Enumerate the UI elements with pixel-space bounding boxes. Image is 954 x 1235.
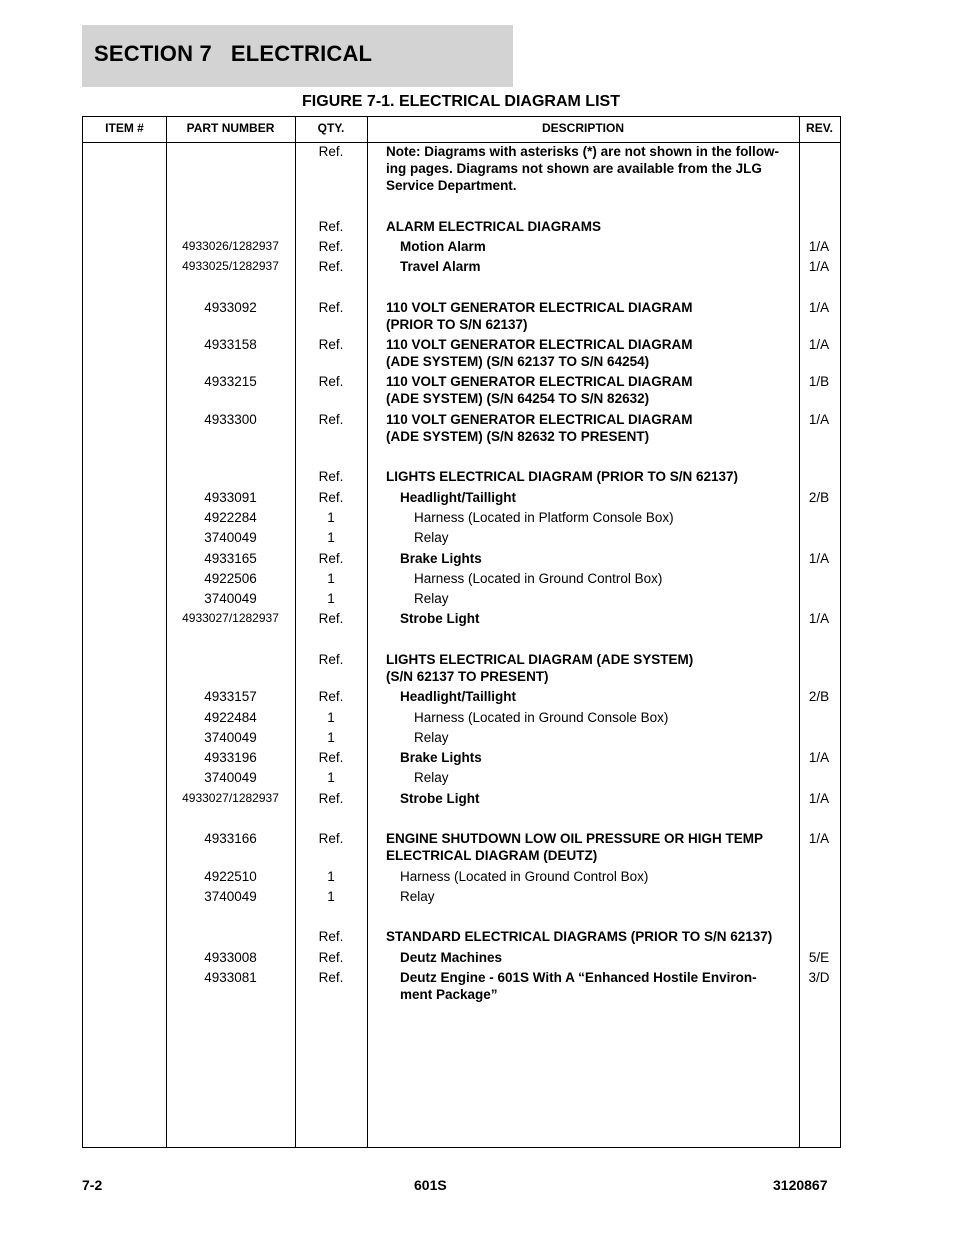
- description-cell: Strobe Light: [400, 791, 480, 806]
- description-cell: Relay: [414, 730, 449, 745]
- rev-cell: 5/E: [808, 950, 830, 965]
- description-cell: Travel Alarm: [400, 259, 481, 274]
- description-cell: Harness (Located in Ground Control Box): [400, 869, 649, 884]
- column-header-item: ITEM #: [105, 121, 144, 135]
- rev-cell: 1/B: [808, 374, 830, 389]
- description-cell: Brake Lights: [400, 551, 482, 566]
- column-header-rev: REV.: [806, 121, 833, 135]
- part-number-cell: 4933025/1282937: [182, 259, 279, 273]
- part-number-cell: 4933081: [204, 970, 257, 985]
- description-cell: Motion Alarm: [400, 239, 486, 254]
- qty-cell: Ref.: [318, 219, 344, 234]
- description-cell: STANDARD ELECTRICAL DIAGRAMS (PRIOR TO S/N 62137): [386, 929, 773, 944]
- qty-cell: Ref.: [318, 374, 344, 389]
- description-cell: Harness (Located in Ground Control Box): [414, 571, 663, 586]
- description-cell: Harness (Located in Ground Console Box): [414, 710, 669, 725]
- part-number-cell: 4933166: [204, 831, 257, 846]
- description-cell: Relay: [414, 530, 449, 545]
- qty-cell: 1: [327, 710, 335, 725]
- part-number-cell: 4933300: [204, 412, 257, 427]
- page-number: 7-2: [82, 1177, 103, 1193]
- part-number-cell: 3740049: [204, 530, 257, 545]
- qty-cell: 1: [327, 730, 335, 745]
- description-cell: Brake Lights: [400, 750, 482, 765]
- part-number-cell: 4933215: [204, 374, 257, 389]
- description-cell: ENGINE SHUTDOWN LOW OIL PRESSURE OR HIGH TEMP ELECTRICAL DIAGRAM (DEUTZ): [386, 831, 764, 863]
- qty-cell: Ref.: [318, 750, 344, 765]
- qty-cell: Ref.: [318, 929, 344, 944]
- part-number-cell: 4922510: [204, 869, 257, 884]
- part-number-cell: 4933027/1282937: [182, 611, 279, 625]
- qty-cell: Ref.: [318, 689, 344, 704]
- description-cell: 110 VOLT GENERATOR ELECTRICAL DIAGRAM (ADE SYSTEM) (S/N 62137 TO S/N 64254): [386, 337, 693, 369]
- description-cell: ALARM ELECTRICAL DIAGRAMS: [386, 219, 601, 234]
- qty-cell: 1: [327, 510, 335, 525]
- column-header-part-number: PART NUMBER: [186, 121, 275, 135]
- part-number-cell: 4922284: [204, 510, 257, 525]
- qty-cell: Ref.: [318, 337, 344, 352]
- column-header-qty: QTY.: [317, 121, 345, 135]
- description-cell: Strobe Light: [400, 611, 480, 626]
- qty-cell: Ref.: [318, 490, 344, 505]
- rev-cell: 1/A: [808, 750, 830, 765]
- section-banner: [82, 25, 513, 87]
- description-cell: Relay: [400, 889, 435, 904]
- qty-cell: Ref.: [318, 950, 344, 965]
- rev-cell: 1/A: [808, 412, 830, 427]
- part-number-cell: 4933091: [204, 490, 257, 505]
- qty-cell: Ref.: [318, 300, 344, 315]
- qty-cell: Ref.: [318, 791, 344, 806]
- qty-cell: 1: [327, 770, 335, 785]
- document-number: 3120867: [773, 1177, 828, 1193]
- rev-cell: 1/A: [808, 791, 830, 806]
- rev-cell: 1/A: [808, 831, 830, 846]
- qty-cell: 1: [327, 571, 335, 586]
- description-cell: Relay: [414, 591, 449, 606]
- qty-cell: Ref.: [318, 551, 344, 566]
- part-number-cell: 4933196: [204, 750, 257, 765]
- description-cell: Headlight/Taillight: [400, 490, 516, 505]
- description-cell: 110 VOLT GENERATOR ELECTRICAL DIAGRAM (PRIOR TO S/N 62137): [386, 300, 693, 332]
- qty-cell: Ref.: [318, 239, 344, 254]
- description-cell: 110 VOLT GENERATOR ELECTRICAL DIAGRAM (ADE SYSTEM) (S/N 64254 TO S/N 82632): [386, 374, 693, 406]
- part-number-cell: 3740049: [204, 770, 257, 785]
- rev-cell: 1/A: [808, 337, 830, 352]
- description-cell: Note: Diagrams with asterisks (*) are not shown in the follow- ing pages. Diagrams not shown are available from the JLG Service Department.: [386, 144, 780, 193]
- part-number-cell: 4933165: [204, 551, 257, 566]
- description-cell: LIGHTS ELECTRICAL DIAGRAM (PRIOR TO S/N 62137): [386, 469, 739, 484]
- qty-cell: Ref.: [318, 831, 344, 846]
- rev-cell: 3/D: [808, 970, 830, 985]
- description-cell: Harness (Located in Platform Console Box): [414, 510, 674, 525]
- rev-cell: 1/A: [808, 551, 830, 566]
- rev-cell: 1/A: [808, 259, 830, 274]
- qty-cell: 1: [327, 889, 335, 904]
- part-number-cell: 3740049: [204, 730, 257, 745]
- part-number-cell: 4933158: [204, 337, 257, 352]
- qty-cell: Ref.: [318, 611, 344, 626]
- part-number-cell: 4922484: [204, 710, 257, 725]
- part-number-cell: 3740049: [204, 889, 257, 904]
- figure-title: FIGURE 7-1. ELECTRICAL DIAGRAM LIST: [302, 93, 620, 110]
- part-number-cell: 4922506: [204, 571, 257, 586]
- part-number-cell: 4933008: [204, 950, 257, 965]
- qty-cell: 1: [327, 869, 335, 884]
- rev-cell: 2/B: [808, 490, 830, 505]
- qty-cell: Ref.: [318, 412, 344, 427]
- description-cell: 110 VOLT GENERATOR ELECTRICAL DIAGRAM (ADE SYSTEM) (S/N 82632 TO PRESENT): [386, 412, 693, 444]
- rev-cell: 1/A: [808, 300, 830, 315]
- qty-cell: Ref.: [318, 652, 344, 667]
- description-cell: Deutz Engine - 601S With A “Enhanced Hostile Environ- ment Package”: [400, 970, 757, 1002]
- part-number-cell: 4933092: [204, 300, 257, 315]
- description-cell: LIGHTS ELECTRICAL DIAGRAM (ADE SYSTEM) (S/N 62137 TO PRESENT): [386, 652, 694, 684]
- section-title: SECTION 7 ELECTRICAL: [94, 41, 373, 66]
- qty-cell: 1: [327, 591, 335, 606]
- rev-cell: 1/A: [808, 611, 830, 626]
- column-divider: [367, 117, 368, 1147]
- description-cell: Deutz Machines: [400, 950, 503, 965]
- qty-cell: Ref.: [318, 144, 344, 159]
- rev-cell: 1/A: [808, 239, 830, 254]
- part-number-cell: 4933157: [204, 689, 257, 704]
- part-number-cell: 4933026/1282937: [182, 239, 279, 253]
- rev-cell: 2/B: [808, 689, 830, 704]
- model-label: 601S: [414, 1177, 447, 1193]
- column-header-description: DESCRIPTION: [541, 121, 624, 135]
- qty-cell: Ref.: [318, 970, 344, 985]
- part-number-cell: 4933027/1282937: [182, 791, 279, 805]
- description-cell: Relay: [414, 770, 449, 785]
- qty-cell: Ref.: [318, 259, 344, 274]
- description-cell: Headlight/Taillight: [400, 689, 516, 704]
- qty-cell: Ref.: [318, 469, 344, 484]
- part-number-cell: 3740049: [204, 591, 257, 606]
- qty-cell: 1: [327, 530, 335, 545]
